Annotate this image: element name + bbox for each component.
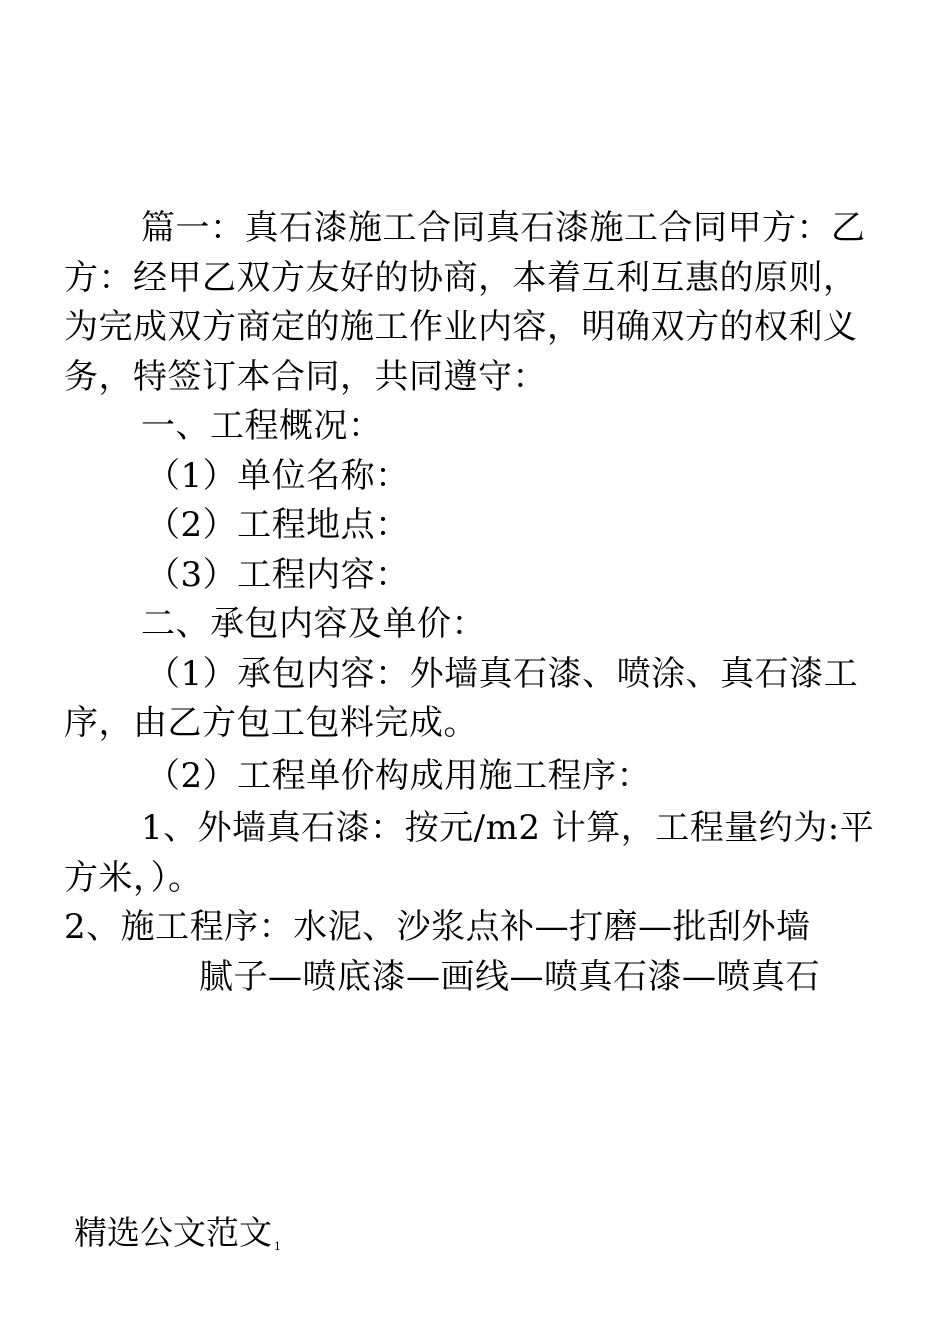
footer-label: 精选公文范文	[74, 1213, 272, 1252]
item-project-location: （2）工程地点：	[146, 505, 410, 545]
item-construction-procedure: 2、施工程序：水泥、沙浆点补—打磨—批刮外墙	[64, 907, 811, 947]
item-construction-procedure-cont: 腻子—喷底漆—画线—喷真石漆—喷真石	[199, 956, 820, 997]
item-contract-content: （1）承包内容：外墙真石漆、喷涂、真石漆工序，由乙方包工包料完成。	[64, 653, 859, 743]
item-unit-price: （2）工程单价构成用施工程序：	[146, 755, 652, 796]
section-heading-project-overview: 一、工程概况：	[141, 406, 383, 446]
document-body	[64, 204, 890, 1002]
page-number: 1	[274, 1240, 281, 1253]
item-unit-name: （1）单位名称：	[146, 455, 410, 496]
contract-intro-paragraph: 篇一：真石漆施工合同真石漆施工合同甲方：乙方：经甲乙双方友好的协商，本着互利互惠的原则，为完成双方商定的施工作业内容，明确双方的权利义务，特签订本合同，共同遵守：	[64, 208, 866, 397]
item-project-content: （3）工程内容：	[146, 554, 410, 595]
item-exterior-wall-paint: 1、外墙真石漆：按元/m2 计算，工程量约为:平方米，）。	[64, 808, 875, 898]
page-footer	[74, 1210, 281, 1270]
section-heading-contract-content: 二、承包内容及单价：	[141, 604, 486, 644]
